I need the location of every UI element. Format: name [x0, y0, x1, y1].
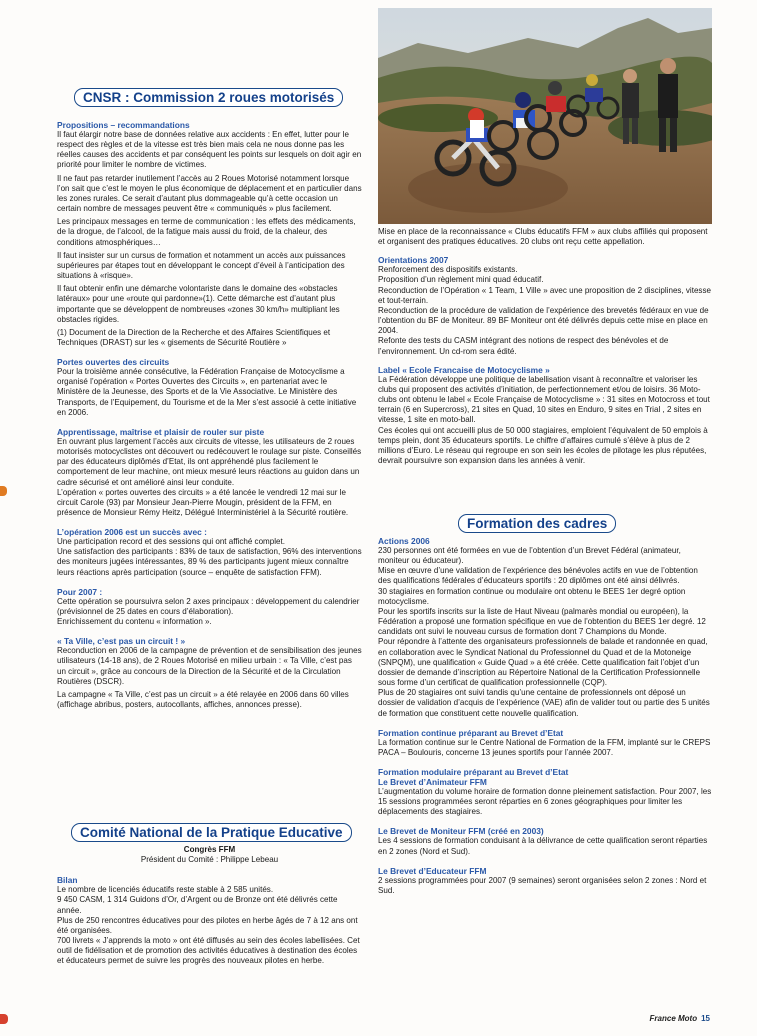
magazine-brand: France Moto [649, 1014, 698, 1023]
paragraph: Refonte des tests du CASM intégrant des notions de respect des bénévoles et de l’environnement. Un cd-rom sera édité. [378, 336, 669, 356]
paragraph: La campagne « Ta Ville, c’est pas un circuit » a été relayée en 2006 dans 60 villes (affichage abribus, posters, autocollants, affiches, annonces presse). [57, 689, 349, 710]
paragraph: Une satisfaction des participants : 83% de taux de satisfaction, 96% des interventions des moniteurs jugées intéressantes, 89 % des participants jugent mieux connaître leurs réactions après participation (source – enquête de satisfaction FFM). [57, 547, 362, 577]
heading-brevet-educateur: Le Brevet d’Educateur FFM [378, 865, 487, 876]
heading-apprentissage: Apprentissage, maîtrise et plaisir de rouler sur piste [57, 426, 265, 437]
paragraph: Plus de 20 stagiaires ont suivi tandis qu’une centaine de professionnels ont déposé un dossier de validation d’acquis de l’expérience (VAE) afin de valider tout ou partie des 5 unités de formation que constituent cette nouvelle qualification. [378, 688, 710, 718]
page-number: 15 [701, 1014, 710, 1023]
paragraph: Reconduction en 2006 de la campagne de prévention et de sensibilisation des jeunes utilisateurs (14-18 ans), de 2 Roues Motorisé en milieu urbain : « Ta Ville, c’est pas un circuit », grâce au concours de la Direction de la Sécurité et de la Circulation Routières (DSCR). [57, 646, 362, 686]
paragraph: Il ne faut pas retarder inutilement l’accès au 2 Roues Motorisé notamment lorsque l’on sait que c’est le moyen le plus économique de déplacement et en particulier dans les zones rurales. Ce serait d’autant plus dommageable qu’à cette occasion un certain nombre de messages peuvent être « communiqués » plus facilement. [57, 173, 362, 214]
paragraph: Pour les sportifs inscrits sur la liste de Haut Niveau (palmarès mondial ou européen), la Fédération a proposé une formation spécifique en vue de l’obtention du BEES 1er degré. 12 candidats ont suivi le nouveau cursus de formation dont 7 Champions du Monde. [378, 606, 706, 637]
motocross-photo-illustration [378, 8, 712, 224]
paragraph: Mise en œuvre d’une validation de l’expérience des bénévoles actifs en vue de l’obtention des qualifications fédérales d’éducateurs sportifs : 20 diplômes ont été ainsi délivrés. [378, 566, 698, 586]
paragraph: La formation continue sur le Centre National de Formation de la FFM, implanté sur le CREPS PACA – Boulouris, concerne 13 jeunes sportifs pour l’année 2007. [378, 737, 711, 757]
paragraph: Reconduction de l’Opération « 1 Team, 1 Ville » avec une proposition de 2 disciplines, vitesse et tout-terrain. [378, 285, 711, 305]
heading-succes: L’opération 2006 est un succès avec : [57, 527, 207, 538]
edge-tab-marker-bottom [0, 1014, 8, 1024]
paragraph: 230 personnes ont été formées en vue de l’obtention d’un Brevet Fédéral (animateur, moniteur ou éducateur). [378, 546, 681, 566]
page-footer [650, 1014, 710, 1023]
paragraph: Une participation record et des sessions qui ont affiché complet. [57, 537, 285, 547]
paragraph: Mise en place de la reconnaissance « Clubs éducatifs FFM » aux clubs affiliés qui proposent et organisent des pratiques éducatives. 20 clubs ont reçu cette appellation. [378, 227, 708, 247]
footnote: (1) Document de la Direction de la Recherche et des Affaires Scientifiques et Techniques (DRAST) sur les « gisements de Sécurité Routière » [57, 327, 331, 347]
paragraph: Cette opération se poursuivra selon 2 axes principaux : développement du calendrier (prévisionnel de 25 dates en cours d’élaboration). [57, 596, 360, 616]
heading-pour-2007: Pour 2007 : [57, 586, 103, 597]
paragraph: Pour la troisième année consécutive, la Fédération Française de Motocyclisme a organisé l’opération « Portes Ouvertes des Circuits », en partenariat avec le Ministère de la Jeunesse, des Sports et de la Vie Associative. Le Ministère des Transports, de l’Equipement, du Tourisme et de la Mer s’est associé à cette initiative en 2006. [57, 367, 357, 417]
president-line: Président du Comité : Philippe Lebeau [140, 855, 279, 865]
heading-label-ecole: Label « Ecole Francaise de Motocyclisme » [378, 364, 550, 375]
paragraph: 700 livrets « J’apprends la moto » ont été diffusés au sein des écoles labellisées. Cet outil de fidélisation et de promotion des activités éducatives à destination des écoles et éducateurs permet de suivre les progrès des nouveaux pilotes en herbe. [57, 936, 360, 966]
fdc-banner: Formation des cadres [458, 514, 616, 533]
fdc-section [378, 536, 712, 899]
paragraph: En ouvrant plus largement l’accès aux circuits de vitesse, les utilisateurs de 2 roues motorisés motocyclistes ont découvert ou redécouvert le roulage sur piste. Conseillés par des éducateurs diplômés d’Etat, ils ont appréhendé plus facilement le comportement de leur machine, ont mieux mesuré leurs réactions au guidon dans un cadre sécurisé et ont amélioré ainsi leur conduite. [57, 436, 362, 487]
paragraph: Enrichissement du contenu « information ». [57, 617, 212, 627]
heading-bilan: Bilan [57, 875, 78, 886]
heading-propositions: Propositions – recommandations [57, 120, 190, 130]
cnpe-section-continued [378, 227, 712, 469]
heading-orientations-2007: Orientations 2007 [378, 255, 449, 266]
paragraph: Le nombre de licenciés éducatifs reste stable à 2 585 unités. [57, 885, 274, 895]
heading-brevet-animateur: Le Brevet d’Animateur FFM [378, 776, 487, 787]
heading-ta-ville: « Ta Ville, c’est pas un circuit ! » [57, 636, 186, 647]
congres-title: Congrès FFM [183, 845, 236, 854]
paragraph: Les principaux messages en terme de communication : les effets des médicaments, de la drogue, de l’alcool, de la fatigue mais aussi du froid, de la chaleur, des conditions atmosphériques… [57, 217, 356, 247]
paragraph: Reconduction de la procédure de validation de l’expérience des brevetés fédéraux en vue de l’obtention du BF de Moniteur. 89 BF Moniteur ont été délivrés depuis cette mise en place en 2004. [378, 305, 709, 336]
paragraph: Renforcement des dispositifs existants. [378, 265, 518, 275]
cnpe-banner: Comité National de la Pratique Educative [71, 823, 352, 842]
paragraph: L’opération « portes ouvertes des circuits » a été lancée le vendredi 12 mai sur le circuit Carole (93) par Monsieur Jean-Pierre Mougin, président de la FFM, en présence de Monsieur Rémy Heitz, Délégué Interministériel à la Sécurité routière. [57, 487, 349, 517]
paragraph: La Fédération développe une politique de labellisation visant à reconnaître et valoriser les clubs qui proposent des activités d’initiation, de perfectionnement et/ou de loisirs. 36 Moto-clubs ont obtenu le label « Ecole Française de Motocyclisme » : 31 sites en Motocross et tout terrain (6 en Supercross), 21 sites en Quad, 10 sites en Enduro, 9 sites en Trial , 2 sites en vitesse, 1 site en moto-ball. [378, 374, 710, 425]
paragraph: Les 4 sessions de formation conduisant à la délivrance de cette qualification seront réparties en 2 zones (Nord et Sud). [378, 836, 708, 856]
paragraph: Plus de 250 rencontres éducatives pour des pilotes en herbe âgés de 7 à 12 ans ont été organisées. [57, 915, 358, 935]
heading-formation-continue: Formation continue préparant au Brevet d’Etat [378, 727, 564, 738]
cnsr-banner: CNSR : Commission 2 roues motorisés [74, 88, 343, 107]
paragraph: 2 sessions programmées pour 2007 (9 semaines) seront organisées selon 2 zones : Nord et Sud. [378, 875, 707, 895]
paragraph: 30 stagiaires en formation continue ou modulaire ont obtenu le BEES 1er degré option motocyclisme. [378, 586, 686, 606]
cnpe-section [57, 845, 362, 970]
paragraph: 9 450 CASM, 1 314 Guidons d’Or, d’Argent ou de Bronze ont été délivrés cette année. [57, 895, 338, 915]
edge-tab-marker [0, 486, 7, 496]
paragraph: Pour répondre à l’attente des organisateurs professionnels de balade et randonnée en quad, en collaboration avec le Syndicat National du Professionnel du Quad et de la Motoneige (SNPQM), une qualification « Guide Quad » a été créée. Cette qualification fait l’objet d’un dossier de demande d’inscription au Répertoire National de la Certification Professionnelle sous forme d’un certificat de qualification professionnelle (CQP). [378, 637, 708, 688]
heading-portes-ouvertes: Portes ouvertes des circuits [57, 357, 170, 368]
paragraph: Il faut insister sur un cursus de formation et notamment un accès aux puissances supérieures par étapes tout en développant le concept d’éveil à l’anticipation des situations à «risque». [57, 250, 346, 281]
paragraph: Il faut élargir notre base de données relative aux accidents : En effet, lutter pour le respect des règles et de la vitesse est très bien mais cela ne nous donne pas les réelles causes des accidents et par conséquent les points sur lesquels on doit agir en priorité pour limiter le nombre de victimes. [57, 130, 362, 170]
heading-actions-2006: Actions 2006 [378, 536, 430, 546]
motocross-photo [378, 8, 712, 224]
heading-formation-modulaire: Formation modulaire préparant au Brevet d’Etat [378, 766, 569, 777]
paragraph: Proposition d’un règlement mini quad éducatif. [378, 275, 544, 285]
heading-brevet-moniteur: Le Brevet de Moniteur FFM (créé en 2003) [378, 826, 544, 837]
paragraph: L’augmentation du volume horaire de formation donne pleinement satisfaction. Pour 2007, les 15 sessions programmées seront réparties en 6 zones géographiques pour limiter les déplacements des stagiaires. [378, 786, 712, 817]
paragraph: Ces écoles qui ont accueilli plus de 50 000 stagiaires, emploient l’équivalent de 50 emplois à temps plein, dont 35 éducateurs sportifs. Le chiffre d’affaires cumulé s’élève à plus de 2 millions d’Euro. Le réseau qui regroupe en son sein les écoles de pilotage les plus réputées, devrait poursuivre son expansion dans les années à venir. [378, 425, 708, 465]
paragraph: Il faut obtenir enfin une démarche volontariste dans le domaine des «obstacles latéraux» pour une «route qui pardonne»(1). Cette démarche est d’autant plus importante que se développent de nombreuses «zones 30 km/h» multipliant les obstacles rigides. [57, 284, 340, 324]
cnsr-section [57, 120, 362, 713]
